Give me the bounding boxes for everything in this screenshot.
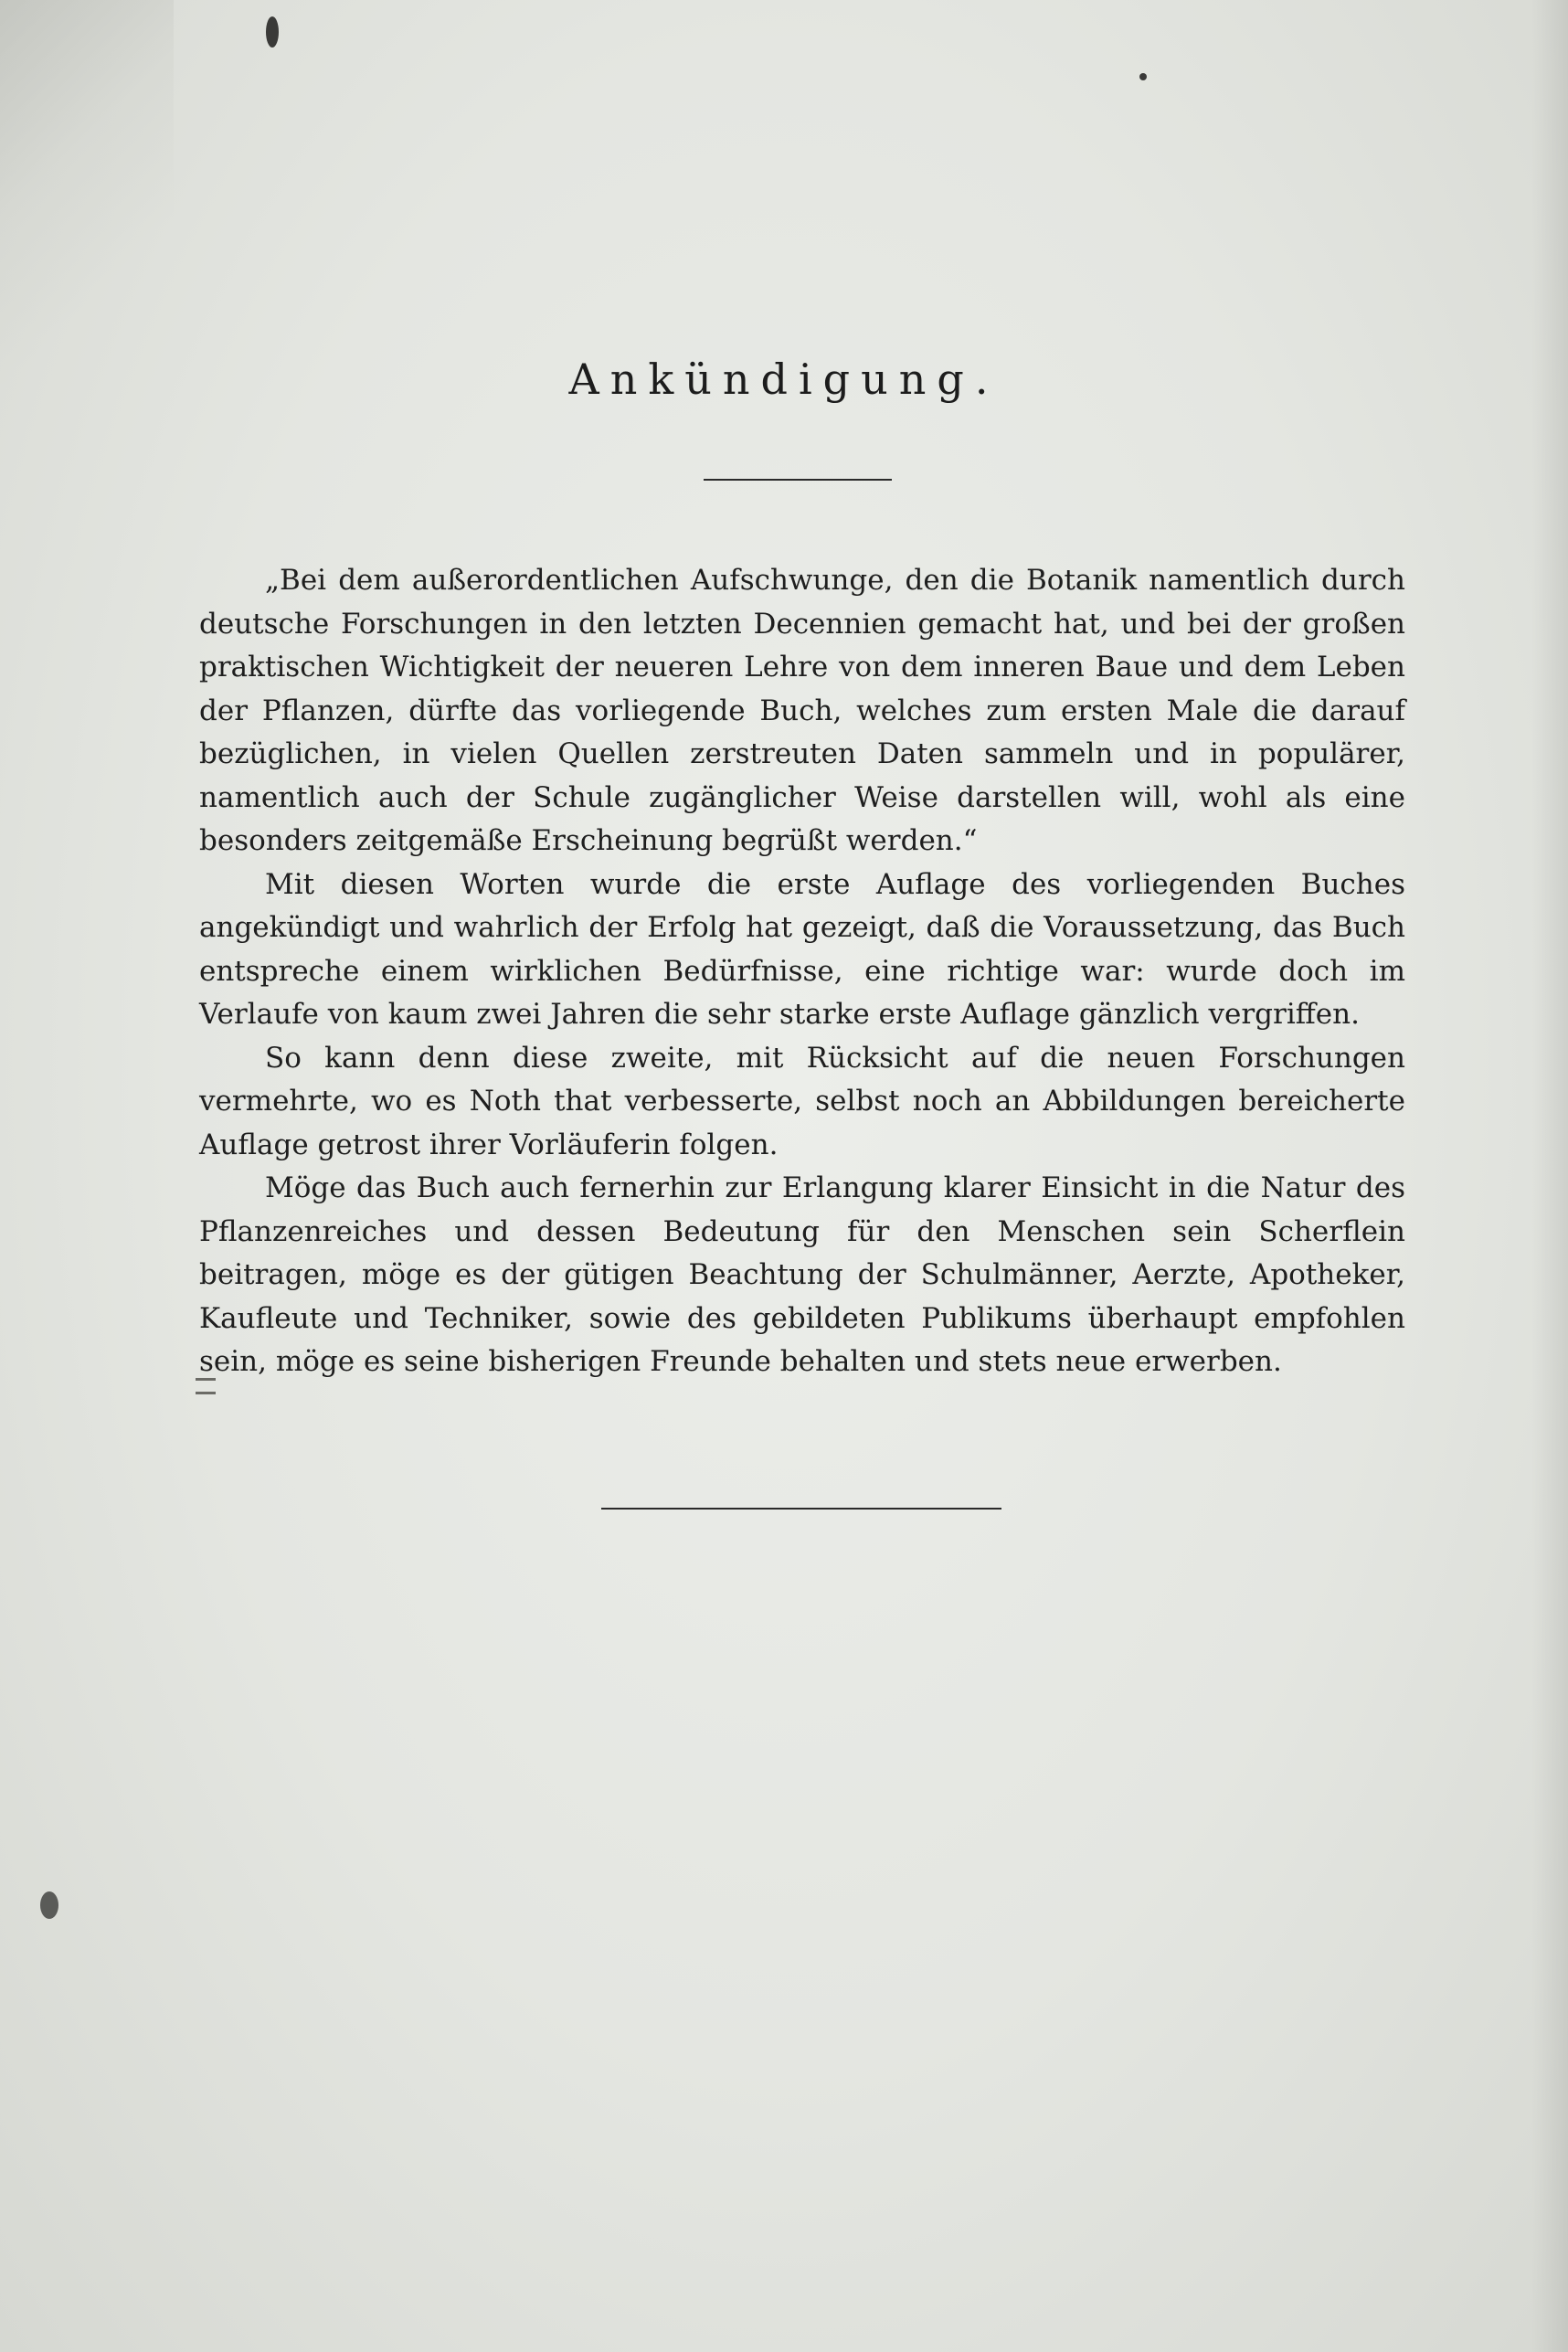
paragraph: „Bei dem außerordentlichen Aufschwunge, den die Botanik namentlich durch deutsche Forschungen in den letzten Decennien gemacht hat, und bei der großen praktischen Wichtigkeit der neueren Lehre von dem inneren Baue und dem Leben der Pflanzen, dürfte das vorliegende Buch, welches zum ersten Male die darauf bezüglichen, in vielen Quellen zerstreuten Daten sammeln und in populärer, namentlich auch der Schule zugänglicher Weise darstellen will, wohl als eine besonders zeitgemäße Erscheinung begrüßt werden.“	[199, 564, 1405, 857]
margin-marks	[196, 1378, 216, 1424]
margin-mark	[196, 1392, 216, 1394]
ink-spot	[266, 16, 279, 48]
page-title: Ankündigung.	[568, 355, 1000, 404]
announcement-text	[199, 559, 1405, 1384]
margin-mark	[196, 1378, 216, 1381]
paragraph: Möge das Buch auch fernerhin zur Erlangung klarer Einsicht in die Natur des Pflanzenreiches und dessen Bedeutung für den Menschen sein Scherflein beitragen, möge es der gütigen Beachtung der Schulmänner, Aerzte, Apotheker, Kaufleute und Techniker, sowie des gebildeten Publikums überhaupt empfohlen sein, möge es seine bisherigen Freunde behalten und stets neue erwerben.	[199, 1171, 1405, 1378]
page-edge-shadow	[1531, 0, 1568, 2352]
ink-spot	[1139, 73, 1147, 80]
paragraph: So kann denn diese zweite, mit Rücksicht auf die neuen Forschungen vermehrte, wo es Noth that verbesserte, selbst noch an Abbildungen bereicherte Auflage getrost ihrer Vorläuferin folgen.	[199, 1041, 1405, 1161]
paragraph: Mit diesen Worten wurde die erste Auflage des vorliegenden Buches angekündigt und wahrlich der Erfolg hat gezeigt, daß die Voraussetzung, das Buch entspreche einem wirklichen Bedürfnisse, eine richtige war: wurde doch im Verlaufe von kaum zwei Jahren die sehr starke erste Auflage gänzlich vergriffen.	[199, 867, 1405, 1031]
ink-spot	[40, 1891, 58, 1919]
closing-divider	[601, 1508, 1001, 1510]
paper-wear	[0, 0, 174, 384]
title-divider	[704, 479, 892, 481]
